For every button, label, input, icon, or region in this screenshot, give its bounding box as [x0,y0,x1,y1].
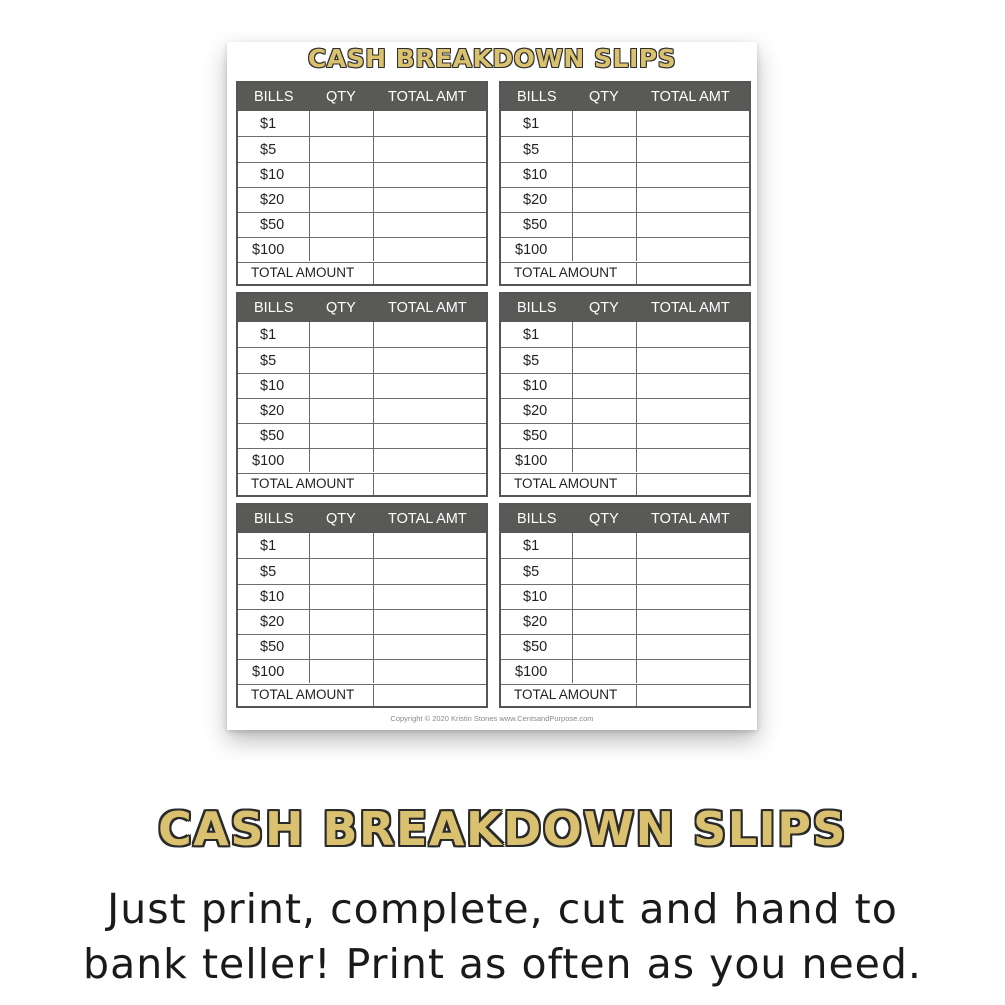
amount-cell[interactable] [637,609,749,634]
qty-cell[interactable] [310,187,373,212]
header-total-amt: TOTAL AMT [388,300,467,316]
header-qty: QTY [589,89,619,105]
header-qty: QTY [589,300,619,316]
denomination-label: $1 [260,538,277,554]
denomination-label: $20 [523,403,548,419]
qty-cell[interactable] [310,584,373,609]
header-bills: BILLS [254,89,294,105]
qty-cell[interactable] [573,634,636,659]
slip-header [501,83,749,111]
amount-cell[interactable] [374,111,486,136]
total-amount-cell[interactable] [374,262,486,284]
denomination-label: $100 [252,242,285,258]
total-amount-label: TOTAL AMOUNT [514,476,618,491]
total-amount-cell[interactable] [637,473,749,495]
total-amount-label: TOTAL AMOUNT [514,265,618,280]
total-amount-label: TOTAL AMOUNT [514,687,618,702]
header-total-amt: TOTAL AMT [651,511,730,527]
slip-header [238,83,486,111]
qty-cell[interactable] [573,322,636,347]
total-amount-label: TOTAL AMOUNT [251,476,355,491]
amount-cell[interactable] [637,237,749,262]
amount-cell[interactable] [374,448,486,473]
denomination-label: $1 [260,116,277,132]
header-bills: BILLS [254,511,294,527]
qty-cell[interactable] [573,659,636,684]
amount-cell[interactable] [637,137,749,162]
amount-cell[interactable] [637,659,749,684]
denomination-label: $5 [523,564,540,580]
amount-cell[interactable] [637,348,749,373]
denomination-label: $20 [260,403,285,419]
header-total-amt: TOTAL AMT [651,89,730,105]
qty-cell[interactable] [573,237,636,262]
amount-cell[interactable] [637,322,749,347]
total-amount-label: TOTAL AMOUNT [251,265,355,280]
denomination-label: $10 [523,167,548,183]
amount-cell[interactable] [374,162,486,187]
qty-cell[interactable] [573,212,636,237]
amount-cell[interactable] [637,584,749,609]
amount-cell[interactable] [637,111,749,136]
denomination-label: $5 [260,353,277,369]
amount-cell[interactable] [374,137,486,162]
header-qty: QTY [326,511,356,527]
cash-slip [236,292,488,497]
printable-sheet [227,42,757,730]
qty-cell[interactable] [310,533,373,558]
slip-header [501,505,749,533]
qty-cell[interactable] [310,212,373,237]
denomination-label: $50 [523,217,548,233]
total-amount-label: TOTAL AMOUNT [251,687,355,702]
qty-cell[interactable] [573,162,636,187]
qty-cell[interactable] [573,398,636,423]
total-amount-cell[interactable] [637,684,749,706]
denomination-label: $20 [523,614,548,630]
total-amount-cell[interactable] [374,473,486,495]
banner-title: CASH BREAKDOWN SLIPS [157,802,848,856]
denomination-label: $10 [523,378,548,394]
qty-cell[interactable] [310,137,373,162]
amount-cell[interactable] [637,162,749,187]
qty-cell[interactable] [573,137,636,162]
amount-cell[interactable] [374,187,486,212]
slip-header [238,294,486,322]
amount-cell[interactable] [637,212,749,237]
qty-cell[interactable] [310,322,373,347]
denomination-label: $5 [523,353,540,369]
qty-cell[interactable] [573,187,636,212]
denomination-label: $100 [252,664,285,680]
denomination-label: $5 [260,142,277,158]
qty-cell[interactable] [310,348,373,373]
qty-cell[interactable] [573,348,636,373]
amount-cell[interactable] [374,373,486,398]
total-divider [636,684,637,706]
amount-cell[interactable] [637,373,749,398]
denomination-label: $50 [523,428,548,444]
amount-cell[interactable] [374,212,486,237]
denomination-label: $1 [523,327,540,343]
header-bills: BILLS [517,300,557,316]
total-divider [373,473,374,495]
qty-cell[interactable] [573,111,636,136]
cash-slip [499,503,751,708]
qty-cell[interactable] [310,373,373,398]
sheet-title: CASH BREAKDOWN SLIPS [307,44,677,73]
qty-cell[interactable] [310,398,373,423]
qty-cell[interactable] [573,448,636,473]
denomination-label: $20 [260,614,285,630]
slip-header [238,505,486,533]
denomination-label: $20 [260,192,285,208]
amount-cell[interactable] [637,559,749,584]
denomination-label: $1 [523,116,540,132]
amount-cell[interactable] [637,634,749,659]
total-divider [636,262,637,284]
denomination-label: $20 [523,192,548,208]
cash-slip [236,503,488,708]
cash-slip [236,81,488,286]
denomination-label: $1 [260,327,277,343]
denomination-label: $50 [260,639,285,655]
total-amount-cell[interactable] [374,684,486,706]
denomination-label: $100 [515,242,548,258]
denomination-label: $50 [260,428,285,444]
qty-cell[interactable] [310,237,373,262]
total-divider [636,473,637,495]
amount-cell[interactable] [374,659,486,684]
amount-cell[interactable] [374,237,486,262]
qty-cell[interactable] [573,584,636,609]
denomination-label: $5 [523,142,540,158]
slip-header [501,294,749,322]
copyright-text: Copyright © 2020 Kristin Stones www.CentsandPurpose.com [390,714,594,723]
denomination-label: $100 [515,664,548,680]
qty-cell[interactable] [310,162,373,187]
qty-cell[interactable] [310,609,373,634]
denomination-label: $100 [252,453,285,469]
total-amount-cell[interactable] [637,262,749,284]
amount-cell[interactable] [637,533,749,558]
amount-cell[interactable] [637,423,749,448]
qty-cell[interactable] [310,634,373,659]
tagline-line-2: bank teller! Print as often as you need. [83,940,922,988]
cash-slip [499,81,751,286]
denomination-label: $50 [523,639,548,655]
qty-cell[interactable] [310,111,373,136]
qty-cell[interactable] [573,423,636,448]
amount-cell[interactable] [374,634,486,659]
denomination-label: $100 [515,453,548,469]
total-divider [373,262,374,284]
denomination-label: $10 [260,378,285,394]
denomination-label: $5 [260,564,277,580]
amount-cell[interactable] [637,448,749,473]
header-qty: QTY [326,89,356,105]
amount-cell[interactable] [374,584,486,609]
amount-cell[interactable] [374,322,486,347]
denomination-label: $10 [523,589,548,605]
denomination-label: $1 [523,538,540,554]
denomination-label: $50 [260,217,285,233]
denomination-label: $10 [260,167,285,183]
header-bills: BILLS [517,511,557,527]
cash-slip [499,292,751,497]
amount-cell[interactable] [374,398,486,423]
qty-cell[interactable] [573,533,636,558]
qty-cell[interactable] [310,659,373,684]
amount-cell[interactable] [637,398,749,423]
header-bills: BILLS [254,300,294,316]
header-total-amt: TOTAL AMT [651,300,730,316]
qty-cell[interactable] [573,559,636,584]
header-qty: QTY [589,511,619,527]
amount-cell[interactable] [374,423,486,448]
header-total-amt: TOTAL AMT [388,89,467,105]
qty-cell[interactable] [573,609,636,634]
qty-cell[interactable] [310,448,373,473]
qty-cell[interactable] [573,373,636,398]
amount-cell[interactable] [637,187,749,212]
qty-cell[interactable] [310,423,373,448]
total-divider [373,684,374,706]
header-qty: QTY [326,300,356,316]
amount-cell[interactable] [374,559,486,584]
amount-cell[interactable] [374,348,486,373]
header-total-amt: TOTAL AMT [388,511,467,527]
qty-cell[interactable] [310,559,373,584]
denomination-label: $10 [260,589,285,605]
amount-cell[interactable] [374,609,486,634]
tagline-line-1: Just print, complete, cut and hand to [107,885,898,933]
amount-cell[interactable] [374,533,486,558]
header-bills: BILLS [517,89,557,105]
